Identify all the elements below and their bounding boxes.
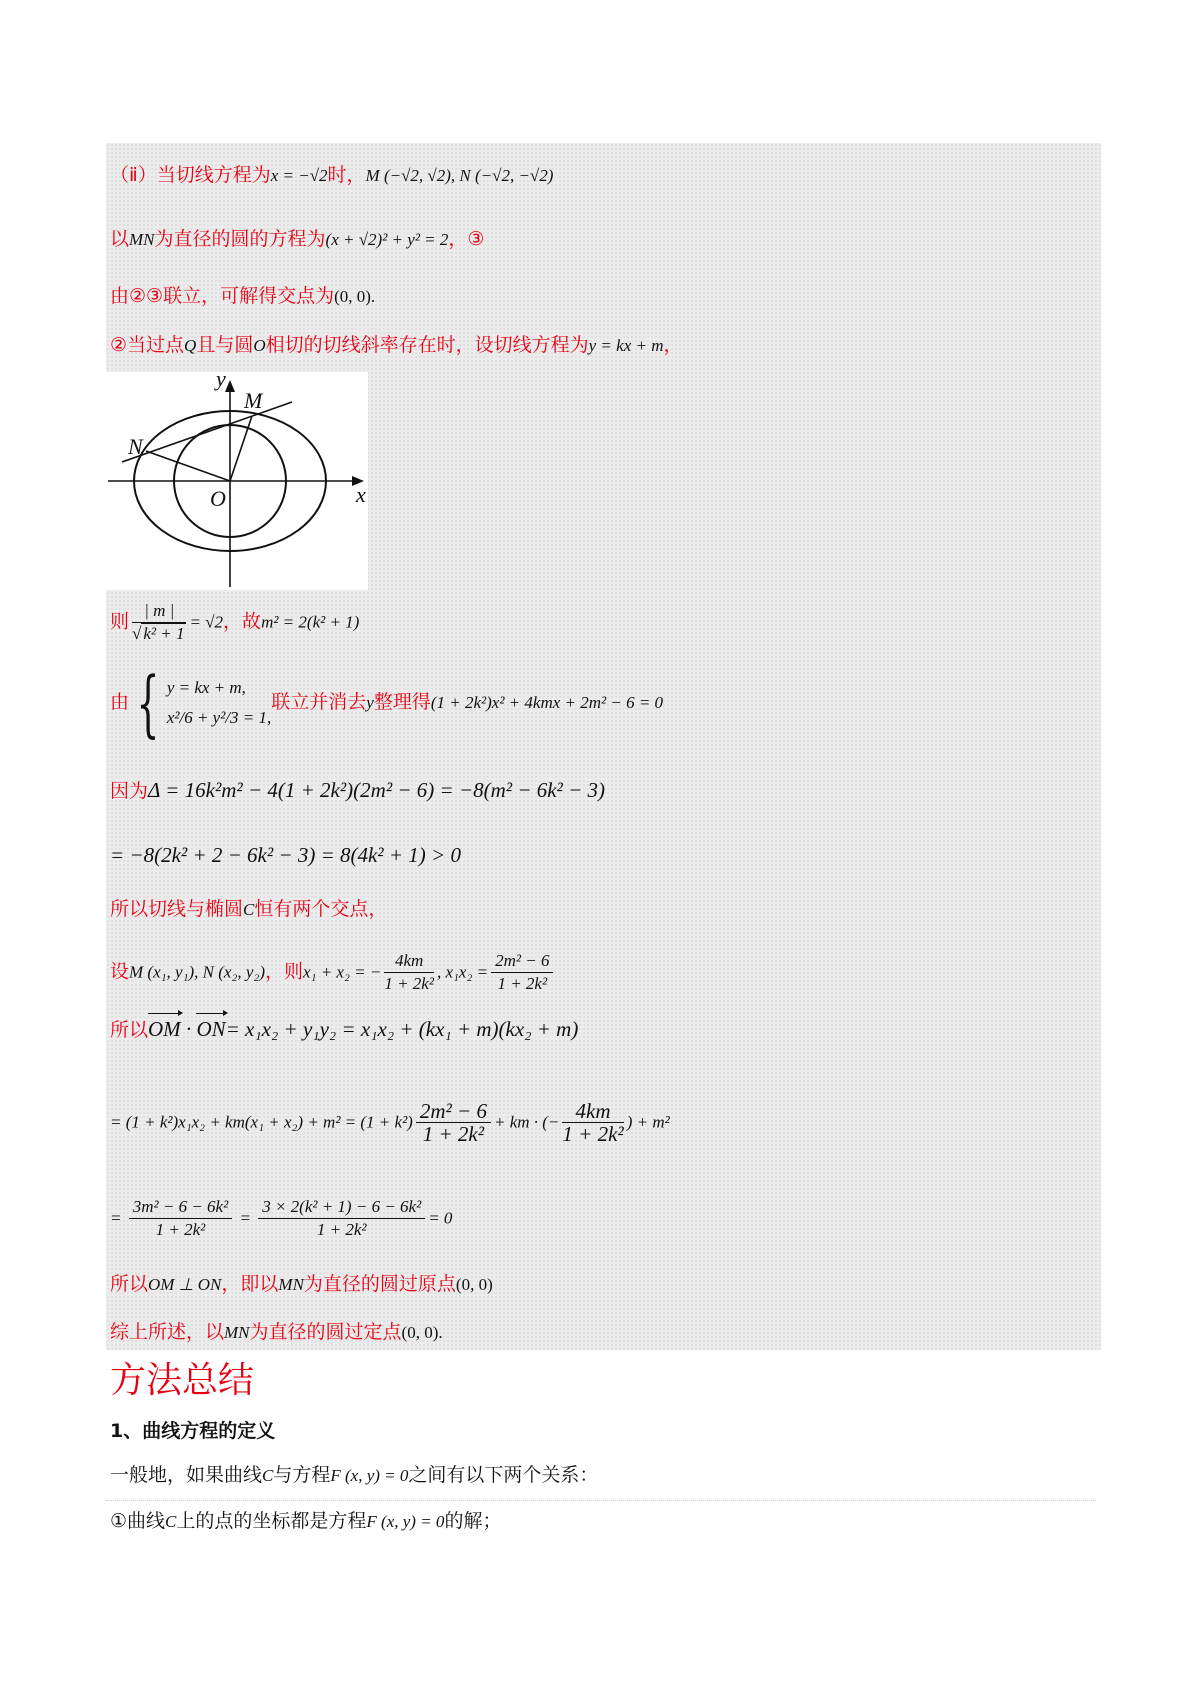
expansion-line (110, 1100, 670, 1145)
formula: MN (129, 230, 155, 249)
vector-om: OM (148, 1017, 181, 1041)
equation-system (167, 673, 271, 733)
formula: M (−√2, √2), N (−√2, −√2) (365, 166, 554, 185)
numerator: 2m² − 6 (491, 950, 553, 973)
text: 与方程 (273, 1464, 331, 1486)
denominator: √ k² + 1 (132, 624, 185, 643)
numerator: 2m² − 6 (416, 1100, 491, 1123)
system-line (110, 661, 664, 745)
text: 以 (110, 228, 130, 250)
denominator: 1 + 2k² (562, 1122, 624, 1146)
label-n: N (128, 434, 143, 459)
text: 所以切线与椭圆 (110, 898, 244, 920)
text: ①曲线 (110, 1510, 166, 1532)
numerator: 4km (562, 1100, 623, 1123)
text: ，③ (448, 228, 485, 250)
fraction (129, 1196, 232, 1241)
denominator: 1 + 2k² (422, 1122, 485, 1146)
text: 为直径的圆过定点 (249, 1321, 402, 1343)
formula: Δ = 16k²m² − 4(1 + 2k²)(2m² − 6) = −8(m² − 6k² − 3) (148, 778, 606, 802)
fraction (562, 1100, 623, 1145)
formula: m² = 2(k² + 1) (261, 612, 360, 632)
fraction (491, 950, 553, 995)
divider (106, 1500, 1096, 1501)
text: 则 (110, 610, 130, 633)
text: 由 (110, 691, 130, 713)
formula: = x₁x₂ + y₁y₂ = x₁x₂ + (kx₁ + m)(kx₂ + m) (225, 1017, 579, 1041)
vector-on: ON (196, 1017, 226, 1041)
circle-equation-line (110, 226, 484, 253)
system-eq-2: x²/6 + y²/3 = 1, (166, 708, 272, 727)
formula: (0, 0) (455, 1275, 493, 1294)
label-y: y (216, 372, 226, 391)
denominator: 1 + 2k² (155, 1220, 206, 1239)
formula: y (366, 693, 374, 712)
solution-panel (106, 143, 1101, 1350)
text: ， (663, 334, 683, 356)
text: ，即以 (221, 1273, 279, 1295)
intersection-line (110, 283, 375, 310)
formula: OM ⊥ ON (148, 1275, 222, 1294)
text: 所以 (110, 1019, 149, 1041)
formula: MN (278, 1275, 304, 1294)
discriminant-line (110, 777, 605, 804)
text: 因为 (110, 780, 149, 802)
formula: C (165, 1512, 177, 1531)
formula: = 0 (428, 1208, 453, 1228)
vieta-line (110, 950, 556, 995)
simplify-line (110, 1196, 452, 1241)
text: ，则 (264, 960, 303, 983)
text: 为直径的圆的方程为 (154, 228, 326, 250)
formula: (x + √2)² + y² = 2 (325, 230, 449, 249)
text: . (370, 287, 376, 306)
left-brace: { (136, 661, 160, 745)
fraction (132, 600, 186, 645)
denominator: 1 + 2k² (497, 974, 548, 993)
denominator: 1 + 2k² (316, 1220, 367, 1239)
radicand: k² + 1 (143, 624, 185, 643)
numerator: 3m² − 6 − 6k² (129, 1196, 232, 1219)
text: ②当过点 (110, 334, 185, 356)
formula: , x₁x₂ = (436, 962, 489, 982)
system-eq-1: y = kx + m, (166, 678, 246, 697)
text: 恒有两个交点， (254, 898, 388, 920)
numerator: 4km (384, 950, 434, 973)
distance-condition-line (110, 600, 359, 645)
text: 上的点的坐标都是方程 (176, 1510, 367, 1532)
formula: (1 + 2k²)x² + 4kmx + 2m² − 6 = 0 (430, 693, 664, 712)
case-ii-line (110, 162, 553, 189)
formula: Q (184, 336, 197, 355)
formula: (0, 0) (334, 287, 371, 306)
text: 设 (110, 960, 130, 983)
text: ，故 (223, 610, 262, 633)
numerator: | m | (132, 600, 186, 623)
text: 且与圆 (196, 334, 254, 356)
equals: = (235, 1208, 256, 1228)
label-x: x (356, 482, 366, 507)
fraction (258, 1196, 425, 1241)
text: 相切的切线斜率存在时，设切线方程为 (265, 334, 589, 356)
text: 所以 (110, 1273, 149, 1295)
text: 一般地，如果曲线 (110, 1464, 263, 1486)
formula: + km · (− (493, 1112, 560, 1132)
text: （ⅱ）当切线方程为 (110, 164, 271, 186)
formula: C (243, 900, 255, 919)
text: 时， (327, 164, 366, 186)
definition-paragraph (110, 1462, 598, 1489)
case-slope-line (110, 332, 683, 359)
text: . (438, 1323, 443, 1342)
ellipse-circle-figure (106, 372, 368, 590)
label-m: M (244, 388, 263, 413)
label-o: O (210, 486, 226, 511)
text: 综上所述，以 (110, 1321, 225, 1343)
discriminant-cont-line (110, 842, 461, 869)
subsection-heading: 1、曲线方程的定义 (110, 1420, 276, 1442)
formula: M (x₁, y₁), N (x₂, y₂) (129, 962, 265, 982)
formula: x = −√2 (270, 166, 328, 185)
formula: x₁ + x₂ = − (303, 962, 382, 982)
fraction (416, 1100, 491, 1145)
formula: ) + m² (626, 1112, 670, 1132)
formula: F (x, y) = 0 (330, 1466, 409, 1485)
formula: F (x, y) = 0 (366, 1512, 445, 1531)
formula: = −8(2k² + 2 − 6k² − 3) = 8(4k² + 1) > 0 (110, 843, 461, 867)
numerator: 3 × 2(k² + 1) − 6 − 6k² (258, 1196, 425, 1219)
dot-operator: · (180, 1017, 197, 1041)
formula: MN (224, 1323, 250, 1342)
formula: = √2 (189, 612, 224, 632)
dot-product-line (110, 1016, 578, 1043)
formula: y = kx + m (588, 336, 664, 355)
text: 之间有以下两个关系： (408, 1464, 599, 1486)
text: 联立并消去 (271, 691, 367, 713)
fraction (384, 950, 434, 995)
formula: O (253, 336, 266, 355)
perpendicular-line (110, 1271, 493, 1298)
formula: = (1 + k²)x₁x₂ + km(x₁ + x₂) + m² = (1 + k²) (110, 1112, 413, 1132)
text: 的解； (444, 1510, 502, 1532)
text: 为直径的圆过原点 (303, 1273, 456, 1295)
formula: (0, 0) (401, 1323, 439, 1342)
conclusion-line (110, 1319, 443, 1346)
denominator: 1 + 2k² (384, 974, 434, 993)
text: 整理得 (373, 691, 431, 713)
text: 由②③联立，可解得交点为 (110, 285, 335, 307)
two-intersections-line (110, 896, 387, 923)
section-title: 方法总结 (110, 1360, 255, 1401)
condition-one (110, 1508, 501, 1535)
formula: C (262, 1466, 274, 1485)
equals: = (110, 1208, 126, 1228)
